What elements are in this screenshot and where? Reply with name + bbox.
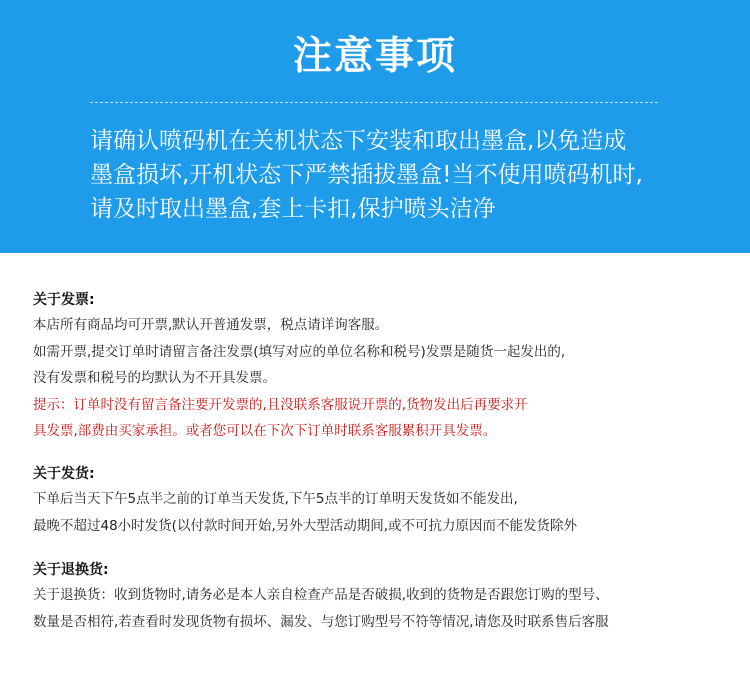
invoice-section <box>33 288 723 445</box>
notice-banner <box>0 0 750 253</box>
invoice-line: 本店所有商品均可开票,默认开普通发票，税点请详询客服。 <box>33 317 389 333</box>
invoice-heading: 关于发票: <box>33 292 95 308</box>
invoice-line: 如需开票,提交订单时请留言备注发票(填写对应的单位名称和税号)发票是随货一起发出的, <box>33 343 566 360</box>
banner-notice-line: 请及时取出墨盒,套上卡扣,保护喷头洁净 <box>90 196 496 222</box>
banner-title: 注意事项 <box>292 34 457 79</box>
returns-line: 关于退换货：收到货物时,请务必是本人亲自检查产品是否破损,收到的货物是否跟您订购的型号、 <box>33 587 609 603</box>
banner-notice-line: 墨盒损坏,开机状态下严禁插拔墨盒!当不使用喷码机时, <box>90 162 643 188</box>
returns-section <box>33 558 723 635</box>
banner-divider <box>90 102 658 103</box>
invoice-line: 没有发票和税号的均默认为不开具发票。 <box>33 370 276 386</box>
shipping-heading: 关于发货: <box>33 466 95 482</box>
invoice-warning-line: 提示：订单时没有留言备注要开发票的,且没联系客服说开票的,货物发出后再要求开 <box>33 396 528 413</box>
returns-heading: 关于退换货: <box>33 562 109 578</box>
shipping-line: 最晚不超过48小时发货(以付款时间开始,另外大型活动期间,或不可抗力原因而不能发货除外 <box>33 517 578 534</box>
returns-line: 数量是否相符,若查看时发现货物有损坏、漏发、与您订购型号不符等情况,请您及时联系售后客服 <box>33 613 609 630</box>
invoice-warning-line: 具发票,部费由买家承担。或者您可以在下次下订单时联系客服累积开具发票。 <box>33 423 497 439</box>
shipping-line: 下单后当天下午5点半之前的订单当天发货,下午5点半的订单明天发货如不能发出, <box>33 491 518 507</box>
banner-notice-line: 请确认喷码机在关机状态下安装和取出墨盒,以免造成 <box>90 128 627 154</box>
banner-notice <box>90 124 690 226</box>
shipping-section <box>33 462 723 539</box>
